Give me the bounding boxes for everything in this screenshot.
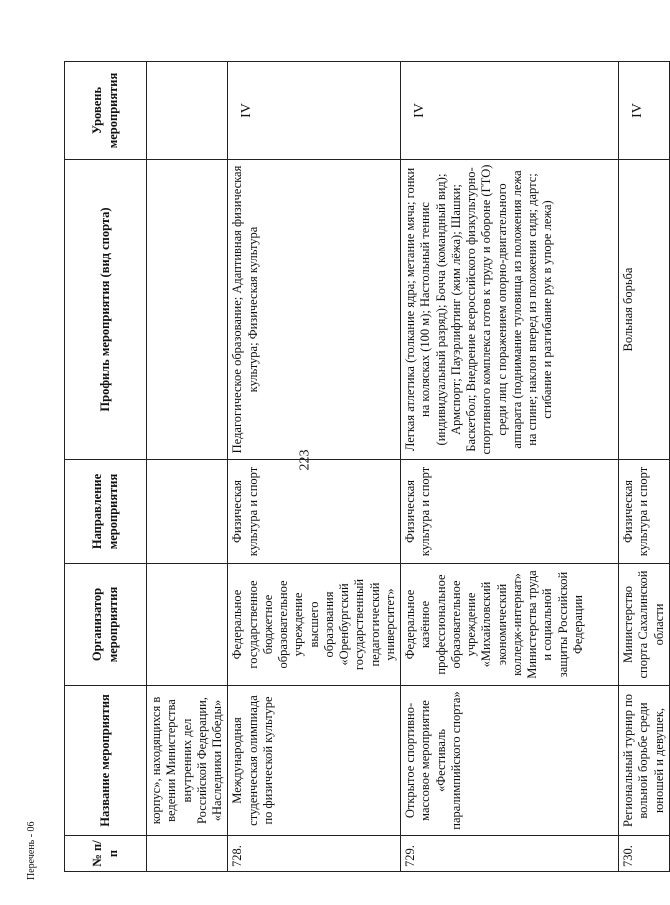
footer-note: Перечень - 06 [26, 821, 37, 880]
cell-profile [147, 160, 228, 460]
cell-level [147, 62, 228, 160]
events-table-container [64, 62, 666, 872]
cell-direction: Физическая культура и спорт [228, 460, 401, 564]
cell-level: IV [228, 62, 401, 160]
header-num: № п/п [65, 836, 147, 872]
cell-organizer [147, 564, 228, 686]
cell-name: Международная студенческая олимпиада по физической культуре [228, 686, 401, 836]
cell-organizer: Федеральное государственное бюджетное образовательное учреждение высшего образования «Оренбургский государственный педагогический университет» [228, 564, 401, 686]
cell-name: корпус», находящихся в ведении Министерства внутренних дел Российской Федерации, «Наследники Победы» [147, 686, 228, 836]
table-header-row [65, 62, 147, 872]
cell-level: IV [401, 62, 619, 160]
events-table [64, 61, 670, 872]
cell-num [147, 836, 228, 872]
cell-profile: Легкая атлетика (толкание ядра; метание мяча; гонки на колясках (100 м); Настольный теннис (индивидуальный разряд); Бочча (командный вид); Армспорт; Пауэрлифтинг (жим лёжа); Шашки; Баскетбол; Внедрение всероссийского физкультурно-спортивного комплекса готов к труду и обороне (ГТО) среди лиц с поражением опорно-двигательного аппарата (поднимание туловища из положения лежа на спине; наклон вперед из положения сидя; дартс; сгибание и разгибание рук в упоре лежа) [401, 160, 619, 460]
cell-num: 729. [401, 836, 619, 872]
header-name: Название мероприятия [65, 686, 147, 836]
cell-direction [147, 460, 228, 564]
table-row [147, 62, 228, 872]
header-organizer: Организатор мероприятия [65, 564, 147, 686]
cell-organizer: Министерство спорта Сахалинской области [619, 564, 670, 686]
header-profile: Профиль мероприятия (вид спорта) [65, 160, 147, 460]
cell-organizer: Федеральное казённое профессиональное образовательное учреждение «Михайловский экономический колледж-интернат» Министерства труда и социальной защиты Российской Федерации [401, 564, 619, 686]
header-direction: Направление мероприятия [65, 460, 147, 564]
cell-profile: Педагогическое образование; Адаптивная физическая культура; Физическая культура [228, 160, 401, 460]
table-row [619, 62, 670, 872]
cell-level: IV [619, 62, 670, 160]
table-row [228, 62, 401, 872]
cell-direction: Физическая культура и спорт [401, 460, 619, 564]
header-level: Уровень мероприятия [65, 62, 147, 160]
cell-profile: Вольная борьба [619, 160, 670, 460]
cell-num: 730. [619, 836, 670, 872]
cell-num: 728. [228, 836, 401, 872]
cell-name: Региональный турнир по вольной борьбе среди юношей и девушек, [619, 686, 670, 836]
cell-direction: Физическая культура и спорт [619, 460, 670, 564]
cell-name: Открытое спортивно-массовое мероприятие «Фестиваль паралимпийского спорта» [401, 686, 619, 836]
table-row [401, 62, 619, 872]
page-number: 223 [297, 449, 313, 471]
